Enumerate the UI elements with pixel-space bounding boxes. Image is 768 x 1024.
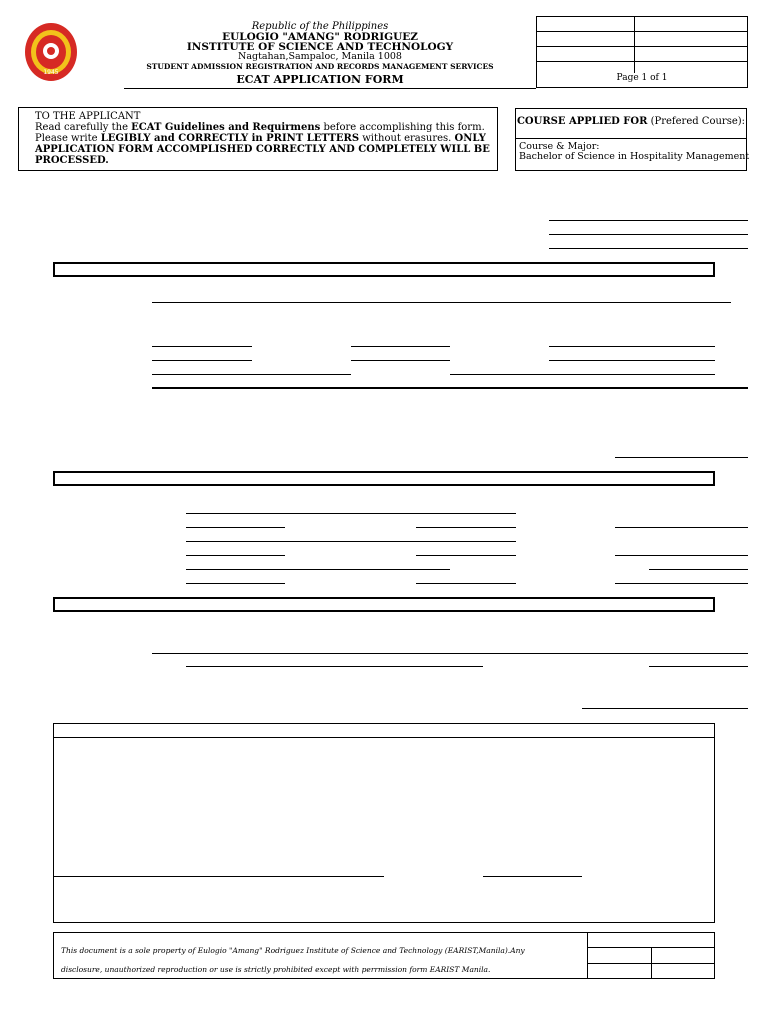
instructions-line-processed: PROCESSED. — [35, 155, 109, 166]
header-republic: Republic of the Philippines — [251, 21, 389, 32]
field-line-name[interactable] — [152, 302, 731, 303]
field-line[interactable] — [615, 457, 748, 458]
instructions-heading: TO THE APPLICANT — [35, 111, 141, 122]
field-line[interactable] — [186, 569, 450, 570]
course-heading-rest: (Prefered Course): — [647, 116, 746, 127]
header-address: Nagtahan,Sampaloc, Manila 1008 — [238, 51, 402, 62]
logo-year-text: 1945 — [43, 69, 59, 76]
footer-line-1: This document is a sole property of Eulogio "Amang" Rodriguez Institute of Science and Technology (EARIST,Manila).Any — [61, 946, 525, 955]
guidelines-emphasis: ECAT Guidelines and Requirmens — [131, 122, 321, 133]
field-line[interactable] — [416, 555, 516, 556]
field-line[interactable] — [549, 360, 715, 361]
certification-box — [53, 723, 715, 923]
instructions-line-write — [35, 133, 495, 144]
header-school-institute: INSTITUTE OF SCIENCE AND TECHNOLOGY — [186, 41, 454, 53]
field-line[interactable] — [450, 374, 715, 375]
field-line[interactable] — [186, 555, 285, 556]
table-row-divider — [536, 46, 748, 47]
field-line[interactable] — [549, 346, 715, 347]
field-line[interactable] — [351, 346, 450, 347]
date-line[interactable] — [483, 876, 582, 877]
field-line[interactable] — [416, 527, 516, 528]
table-row-divider — [536, 61, 748, 62]
field-line[interactable] — [152, 374, 351, 375]
field-line[interactable] — [649, 569, 748, 570]
instructions-line-read — [35, 122, 495, 133]
field-line[interactable] — [186, 541, 516, 542]
course-label: Course & Major: — [519, 141, 600, 152]
footer-col-divider — [587, 932, 588, 979]
footer-row-divider — [587, 963, 715, 964]
field-line[interactable] — [549, 220, 748, 221]
page-number: Page 1 of 1 — [616, 73, 668, 83]
footer-disclaimer — [61, 941, 581, 979]
instructions-text — [35, 111, 495, 166]
field-line[interactable] — [649, 666, 748, 667]
footer-row-divider — [587, 947, 715, 948]
text-fragment: before accomplishing this form. — [320, 122, 485, 133]
field-line[interactable] — [615, 583, 748, 584]
print-letters-emphasis: LEGIBLY and CORRECTLY in PRINT LETTERS — [100, 133, 360, 144]
field-line[interactable] — [549, 234, 748, 235]
field-line[interactable] — [615, 555, 748, 556]
header-underline — [124, 88, 536, 89]
field-line[interactable] — [351, 360, 450, 361]
course-box-divider — [515, 138, 747, 139]
text-fragment: without erasures. — [359, 133, 455, 144]
header-office: STUDENT ADMISSION REGISTRATION AND RECORDS MANAGEMENT SERVICES — [146, 62, 494, 71]
table-col-divider — [634, 16, 635, 73]
header-school-name: EULOGIO "AMANG" RODRIGUEZ — [222, 31, 418, 43]
footer-line-2: disclosure, unauthorized reproduction or use is strictly prohibited except with perrmission form EARIST Manila. — [61, 965, 491, 974]
school-seal-logo — [24, 22, 78, 82]
form-title: ECAT APPLICATION FORM — [236, 73, 404, 86]
section-header-bar-personal — [53, 262, 715, 277]
table-row-divider — [536, 31, 748, 32]
field-line[interactable] — [152, 653, 748, 654]
field-line[interactable] — [416, 583, 516, 584]
text-fragment: Read carefully the — [35, 122, 132, 133]
field-line[interactable] — [186, 513, 516, 514]
field-line[interactable] — [615, 527, 748, 528]
section-header-bar-education — [53, 597, 715, 612]
instructions-line-application: APPLICATION FORM ACCOMPLISHED CORRECTLY AND COMPLETELY WILL BE — [35, 144, 490, 155]
course-heading-bold: COURSE APPLIED FOR — [516, 116, 648, 127]
course-heading — [515, 116, 747, 127]
field-line[interactable] — [152, 360, 252, 361]
certification-box-header-divider — [53, 737, 715, 738]
course-value[interactable]: Bachelor of Science in Hospitality Management — [519, 151, 750, 162]
field-line[interactable] — [549, 248, 748, 249]
only-emphasis: ONLY — [454, 133, 486, 144]
section-header-bar-family — [53, 471, 715, 486]
field-line[interactable] — [582, 708, 748, 709]
field-line-address[interactable] — [152, 387, 748, 389]
text-fragment: Please write — [35, 133, 101, 144]
field-line[interactable] — [186, 666, 483, 667]
field-line[interactable] — [186, 527, 285, 528]
field-line[interactable] — [152, 346, 252, 347]
signature-line[interactable] — [53, 876, 384, 877]
field-line[interactable] — [186, 583, 285, 584]
